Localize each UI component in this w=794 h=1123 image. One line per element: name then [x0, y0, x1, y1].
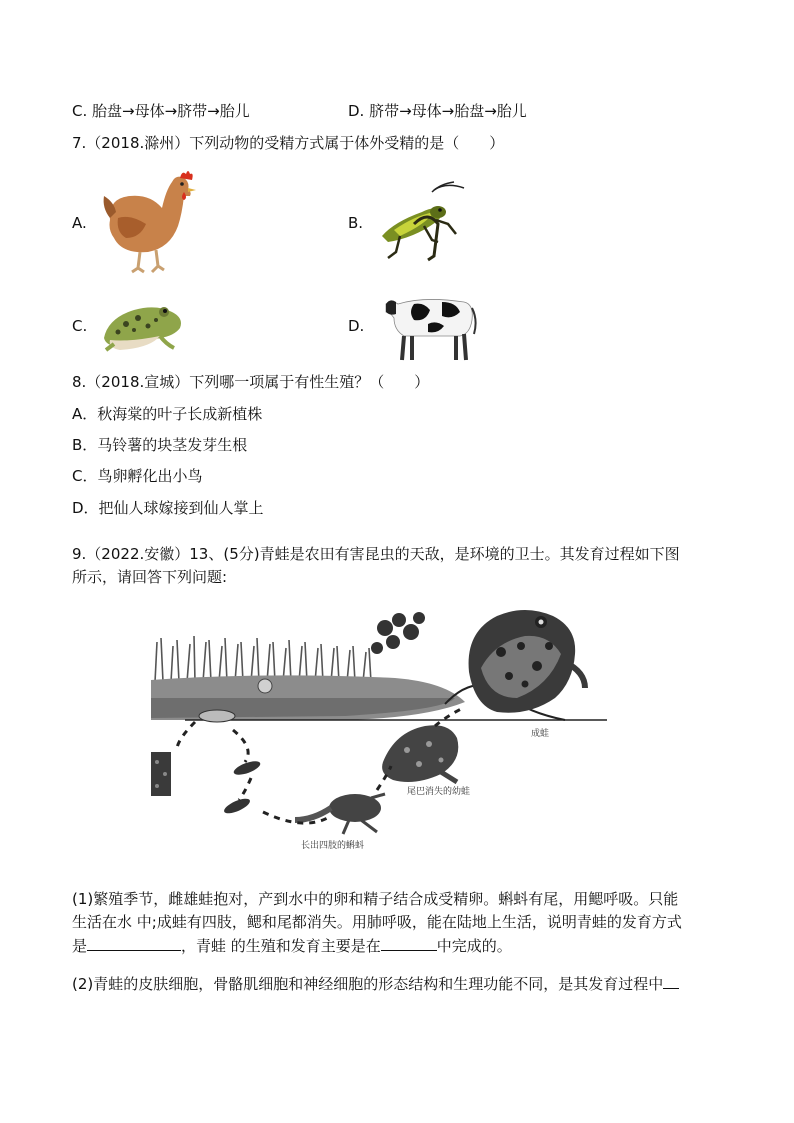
q9-stem-line1: 9.（2022.安徽）13、(5分)青蛙是农田有害昆虫的天敌，是环境的卫士。其发育过程如下图 [72, 545, 680, 563]
q6-option-c: C. 胎盘→母体→脐带→胎儿 [72, 102, 250, 120]
answer-blank-3[interactable] [663, 973, 679, 989]
q9-part1-text-c: 中完成的。 [436, 937, 512, 955]
q7-option-b-label: B. [348, 214, 364, 232]
q7-option-c-label: C. [72, 317, 88, 335]
young-frog-icon [382, 725, 458, 782]
adult-frog-icon [469, 610, 585, 713]
q8-option-c: C．鸟卵孵化出小鸟 [72, 467, 203, 485]
q7-option-a-label: A. [72, 214, 87, 232]
q7-option-d-label: D. [348, 317, 365, 335]
cow-icon [384, 290, 478, 366]
q9-part1-line3 [72, 935, 512, 956]
q9-part1-text-b: ，青蛙 的生殖和发育主要是在 [181, 937, 381, 955]
q8-option-d: D．把仙人球嫁接到仙人掌上 [72, 499, 264, 517]
q9-part1-line2: 生活在水 中;成蛙有四肢，鳃和尾都消失。用肺呼吸，能在陆地上生活，说明青蛙的发育方式 [72, 913, 682, 931]
q9-part2-text: (2)青蛙的皮肤细胞，骨骼肌细胞和神经细胞的形态结构和生理功能不同，是其发育过程中 [72, 975, 664, 993]
label-tadpole: 长出四肢的蝌蚪 [301, 841, 365, 851]
q8-option-a: A．秋海棠的叶子长成新植株 [72, 405, 263, 423]
label-adult-frog: 成蛙 [531, 729, 550, 739]
grasshopper-icon [374, 180, 472, 268]
q8-option-b: B．马铃薯的块茎发芽生根 [72, 436, 248, 454]
q9-part1-text-a: 是 [72, 937, 88, 955]
tadpole-icon [222, 759, 262, 817]
q7-stem: 7.（2018.滁州）下列动物的受精方式属于体外受精的是（ ） [72, 134, 505, 152]
hen-icon [100, 168, 198, 280]
label-young-frog: 尾巴消失的幼蛙 [407, 787, 471, 797]
answer-blank-2[interactable] [381, 935, 437, 951]
q6-option-d: D. 脐带→母体→胎盘→胎儿 [348, 102, 527, 120]
frog-life-cycle-figure [145, 602, 615, 866]
q9-part2-line1 [72, 973, 679, 994]
reeds-icon [155, 636, 371, 682]
q9-part1-line1: (1)繁殖季节，雌雄蛙抱对，产到水中的卵和精子结合成受精卵。蝌蚪有尾，用鳃呼吸。只能 [72, 890, 679, 908]
q8-stem: 8.（2018.宣城）下列哪一项属于有性生殖？（ ） [72, 373, 430, 391]
frog-icon [100, 298, 186, 356]
tadpole-with-legs-icon [295, 794, 385, 834]
bush-icon [371, 612, 425, 654]
q9-stem-line2: 所示，请回答下列问题: [72, 568, 228, 586]
answer-blank-1[interactable] [87, 935, 181, 951]
